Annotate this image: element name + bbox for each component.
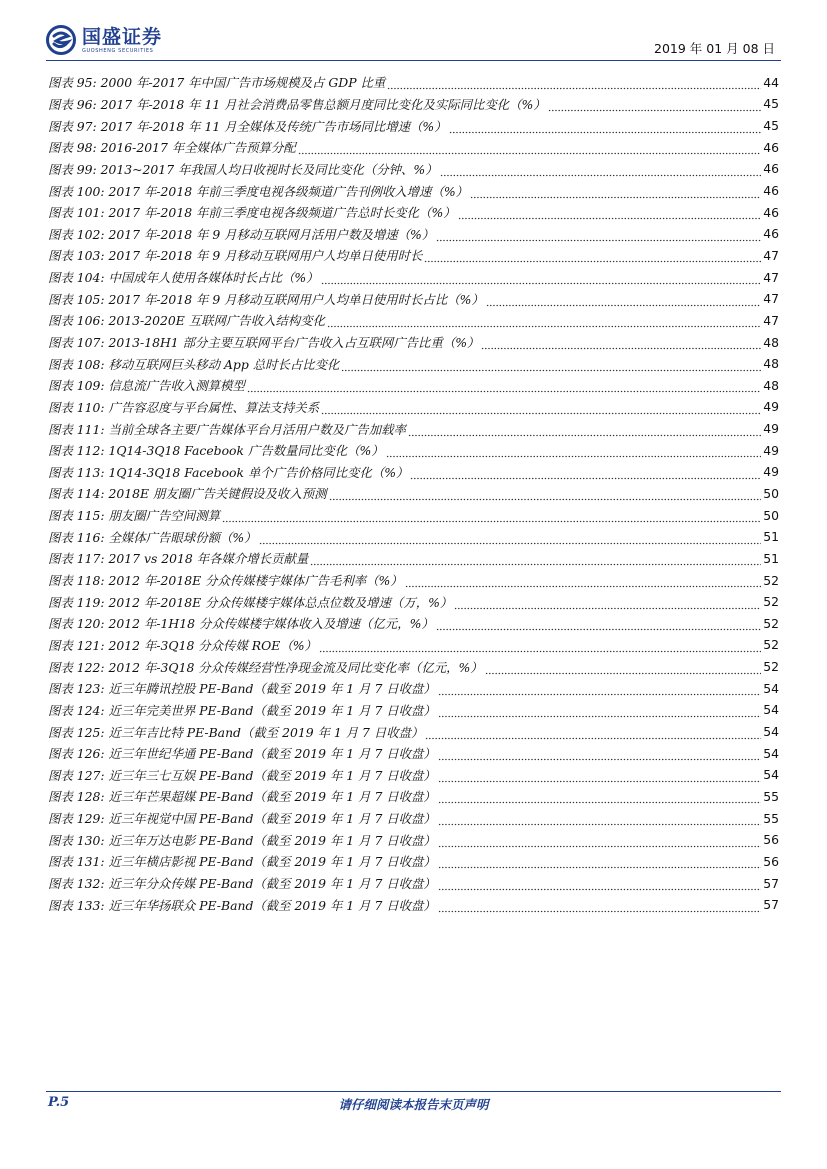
- toc-entry-caption: 移动互联网巨头移动 App 总时长占比变化: [108, 356, 340, 372]
- toc-leader-dots: [327, 318, 761, 328]
- toc-leader-dots: [321, 275, 762, 285]
- toc-entry[interactable]: [48, 418, 779, 440]
- toc-entry-title: [48, 809, 436, 827]
- toc-entry[interactable]: [48, 677, 779, 699]
- toc-leader-dots: [408, 427, 761, 437]
- toc-entry[interactable]: [48, 115, 779, 137]
- toc-leader-dots: [438, 773, 761, 783]
- toc-entry[interactable]: [48, 504, 779, 526]
- toc-entry-page: 54: [763, 724, 779, 740]
- toc-leader-dots: [436, 232, 761, 242]
- toc-entry-label: 图表 125:: [48, 724, 105, 740]
- logo-name: 国盛证券: [82, 25, 163, 48]
- toc-entry-label: 图表 101:: [48, 205, 105, 221]
- toc-entry-page: 52: [763, 659, 779, 675]
- toc-leader-dots: [438, 751, 761, 761]
- toc-entry-caption: 信息流广告收入测算模型: [108, 378, 245, 394]
- toc-entry-caption: 近三年横店影视 PE-Band（截至 2019 年 1 月 7 日收盘）: [108, 854, 436, 870]
- toc-leader-dots: [405, 578, 762, 588]
- toc-entry-page: 54: [763, 702, 779, 718]
- page-number: P.5: [48, 1095, 70, 1110]
- toc-entry-label: 图表 95:: [48, 75, 97, 91]
- toc-entry[interactable]: [48, 180, 779, 202]
- toc-entry-label: 图表 114:: [48, 486, 105, 502]
- toc-entry-caption: 2012 年-3Q18 分众传媒 ROE（%）: [108, 637, 317, 653]
- toc-leader-dots: [438, 859, 761, 869]
- toc-entry-caption: 2017 年-2018 年 9 月移动互联网用户人均单日使用时长占比（%）: [108, 291, 484, 307]
- toc-entry[interactable]: [48, 396, 779, 418]
- toc-entry-title: [48, 831, 436, 849]
- toc-entry-label: 图表 124:: [48, 702, 105, 718]
- toc-entry-label: 图表 131:: [48, 854, 105, 870]
- toc-entry-caption: 近三年分众传媒 PE-Band（截至 2019 年 1 月 7 日收盘）: [108, 876, 436, 892]
- toc-entry[interactable]: [48, 93, 779, 115]
- toc-entry-label: 图表 119:: [48, 594, 105, 610]
- toc-leader-dots: [341, 362, 761, 372]
- toc-leader-dots: [438, 708, 761, 718]
- toc-entry-label: 图表 104:: [48, 270, 105, 286]
- toc-entry-label: 图表 117:: [48, 551, 105, 567]
- toc-entry-label: 图表 116:: [48, 529, 105, 545]
- toc-entry-label: 图表 100:: [48, 183, 105, 199]
- toc-entry-title: [48, 73, 385, 91]
- toc-entry-title: [48, 203, 456, 221]
- toc-entry-caption: 2017 年-2018 年 11 月社会消费品零售总额月度同比变化及实际同比变化（%）: [100, 96, 546, 112]
- toc-entry[interactable]: [48, 764, 779, 786]
- toc-entry[interactable]: [48, 894, 779, 916]
- toc-entry-page: 55: [763, 810, 779, 826]
- toc-entry[interactable]: [48, 483, 779, 505]
- toc-entry-title: [48, 701, 436, 719]
- toc-entry[interactable]: [48, 439, 779, 461]
- toc-entry-label: 图表 130:: [48, 832, 105, 848]
- toc-entry-page: 45: [763, 118, 779, 134]
- toc-entry[interactable]: [48, 829, 779, 851]
- toc-entry-page: 46: [763, 204, 779, 220]
- toc-entry-title: [48, 376, 245, 394]
- toc-entry[interactable]: [48, 613, 779, 635]
- toc-entry-title: [48, 723, 423, 741]
- toc-entry-caption: 广告容忍度与平台属性、算法支持关系: [108, 399, 320, 415]
- toc-entry[interactable]: [48, 699, 779, 721]
- toc-leader-dots: [438, 686, 761, 696]
- toc-entry-title: [48, 744, 436, 762]
- toc-leader-dots: [449, 124, 762, 134]
- toc-entry-label: 图表 111:: [48, 421, 105, 437]
- toc-entry-caption: 中国成年人使用各媒体时长占比（%）: [108, 270, 319, 286]
- toc-entry-label: 图表 120:: [48, 616, 105, 632]
- toc-entry-label: 图表 118:: [48, 573, 105, 589]
- toc-entry-page: 54: [763, 745, 779, 761]
- toc-entry-title: [48, 614, 434, 632]
- toc-entry-title: [48, 679, 436, 697]
- toc-entry-page: 57: [763, 875, 779, 891]
- toc-leader-dots: [247, 383, 761, 393]
- toc-leader-dots: [481, 340, 761, 350]
- toc-entry-label: 图表 109:: [48, 378, 105, 394]
- toc-entry-caption: 2017 vs 2018 年各媒介增长贡献量: [108, 551, 309, 567]
- toc-entry-caption: 2012 年-2018E 分众传媒楼宇媒体广告毛利率（%）: [108, 573, 403, 589]
- toc-entry-caption: 2000 年-2017 年中国广告市场规模及占 GDP 比重: [100, 75, 386, 91]
- toc-entry-caption: 近三年芒果超媒 PE-Band（截至 2019 年 1 月 7 日收盘）: [108, 789, 436, 805]
- toc-entry-title: [48, 896, 436, 914]
- toc-entry-caption: 2016-2017 年全媒体广告预算分配: [100, 140, 296, 156]
- toc-entry-page: 46: [763, 161, 779, 177]
- toc-entry[interactable]: [48, 721, 779, 743]
- toc-entry[interactable]: [48, 266, 779, 288]
- footer-disclaimer: 请仔细阅读本报告末页声明: [338, 1097, 489, 1112]
- toc-leader-dots: [329, 491, 762, 501]
- toc-entry-title: [48, 506, 220, 524]
- toc-entry-label: 图表 97:: [48, 118, 97, 134]
- toc-entry[interactable]: [48, 331, 779, 353]
- toc-entry-label: 图表 121:: [48, 637, 105, 653]
- toc-entry-page: 52: [763, 637, 779, 653]
- toc-entry-page: 49: [763, 421, 779, 437]
- toc-entry[interactable]: [48, 526, 779, 548]
- toc-entry[interactable]: [48, 158, 779, 180]
- toc-entry[interactable]: [48, 136, 779, 158]
- toc-entry-label: 图表 126:: [48, 746, 105, 762]
- toc-entry-label: 图表 123:: [48, 681, 105, 697]
- toc-entry-title: [48, 268, 319, 286]
- toc-entry-page: 48: [763, 356, 779, 372]
- toc-entry[interactable]: [48, 634, 779, 656]
- logo-mark-icon: [46, 25, 76, 55]
- toc-entry[interactable]: [48, 245, 779, 267]
- footer-divider: [46, 1091, 781, 1092]
- toc-entry-caption: 2013~2017 年我国人均日收视时长及同比变化（分钟、%）: [100, 161, 438, 177]
- toc-entry-label: 图表 112:: [48, 443, 105, 459]
- toc-entry-label: 图表 102:: [48, 226, 105, 242]
- toc-entry[interactable]: [48, 201, 779, 223]
- toc-entry-title: [48, 549, 308, 567]
- toc-entry[interactable]: [48, 353, 779, 375]
- toc-entry-page: 52: [763, 572, 779, 588]
- toc-entry-caption: 1Q14-3Q18 Facebook 单个广告价格同比变化（%）: [108, 464, 409, 480]
- toc-entry-caption: 2013-2020E 互联网广告收入结构变化: [108, 313, 326, 329]
- toc-entry-title: [48, 658, 483, 676]
- toc-entry-label: 图表 127:: [48, 767, 105, 783]
- toc-entry-title: [48, 182, 468, 200]
- toc-entry-title: [48, 160, 438, 178]
- toc-leader-dots: [386, 448, 762, 458]
- toc-entry-page: 57: [763, 897, 779, 913]
- toc-entry-label: 图表 108:: [48, 356, 105, 372]
- toc-entry-label: 图表 113:: [48, 464, 105, 480]
- toc-entry-page: 54: [763, 680, 779, 696]
- toc-leader-dots: [319, 643, 761, 653]
- toc-entry-caption: 近三年世纪华通 PE-Band（截至 2019 年 1 月 7 日收盘）: [108, 746, 436, 762]
- toc-entry[interactable]: [48, 569, 779, 591]
- toc-entry-title: [48, 95, 546, 113]
- toc-leader-dots: [438, 794, 761, 804]
- toc-entry-title: [48, 225, 434, 243]
- toc-entry-label: 图表 106:: [48, 313, 105, 329]
- toc-entry-page: 52: [763, 594, 779, 610]
- toc-entry-page: 54: [763, 767, 779, 783]
- header-divider: [46, 60, 781, 61]
- toc-entry-title: [48, 528, 257, 546]
- toc-entry-caption: 2012 年-2018E 分众传媒楼宇媒体总点位数及增速（万，%）: [108, 594, 453, 610]
- toc-entry-title: [48, 593, 452, 611]
- toc-entry-page: 50: [763, 485, 779, 501]
- toc-entry-caption: 近三年腾讯控股 PE-Band（截至 2019 年 1 月 7 日收盘）: [108, 681, 436, 697]
- toc-entry-caption: 2017 年-2018 年前三季度电视各级频道广告总时长变化（%）: [108, 205, 456, 221]
- toc-leader-dots: [470, 189, 761, 199]
- toc-leader-dots: [440, 167, 762, 177]
- toc-entry-title: [48, 311, 325, 329]
- figure-index: [48, 72, 779, 916]
- toc-entry-page: 45: [763, 96, 779, 112]
- toc-entry-title: [48, 787, 436, 805]
- toc-entry-page: 47: [763, 269, 779, 285]
- toc-entry-label: 图表 103:: [48, 248, 105, 264]
- toc-leader-dots: [438, 838, 761, 848]
- toc-entry[interactable]: [48, 548, 779, 570]
- toc-entry-page: 56: [763, 853, 779, 869]
- toc-entry-title: [48, 138, 296, 156]
- toc-entry-page: 47: [763, 291, 779, 307]
- toc-leader-dots: [438, 903, 761, 913]
- toc-entry-caption: 近三年华扬联众 PE-Band（截至 2019 年 1 月 7 日收盘）: [108, 897, 436, 913]
- page-header: [0, 0, 827, 70]
- toc-entry[interactable]: [48, 288, 779, 310]
- toc-leader-dots: [387, 80, 761, 90]
- toc-entry-caption: 近三年吉比特 PE-Band（截至 2019 年 1 月 7 日收盘）: [108, 724, 424, 740]
- toc-entry-caption: 2017 年-2018 年 9 月移动互联网用户人均单日使用时长: [108, 248, 423, 264]
- toc-entry-title: [48, 246, 422, 264]
- toc-leader-dots: [310, 556, 761, 566]
- toc-entry-title: [48, 571, 403, 589]
- toc-entry-page: 47: [763, 247, 779, 263]
- toc-entry-title: [48, 290, 484, 308]
- toc-entry-label: 图表 105:: [48, 291, 105, 307]
- toc-leader-dots: [424, 253, 761, 263]
- toc-entry-label: 图表 110:: [48, 399, 105, 415]
- toc-entry[interactable]: [48, 374, 779, 396]
- toc-leader-dots: [259, 535, 762, 545]
- company-logo: [46, 22, 162, 58]
- toc-entry-page: 44: [763, 74, 779, 90]
- toc-entry-title: [48, 117, 447, 135]
- toc-entry[interactable]: [48, 223, 779, 245]
- toc-entry-title: [48, 874, 436, 892]
- toc-entry-caption: 2018E 朋友圈广告关键假设及收入预测: [108, 486, 327, 502]
- toc-entry-page: 49: [763, 399, 779, 415]
- toc-entry-page: 48: [763, 377, 779, 393]
- toc-leader-dots: [298, 145, 761, 155]
- toc-entry-label: 图表 129:: [48, 811, 105, 827]
- toc-entry-page: 47: [763, 312, 779, 328]
- toc-entry-caption: 1Q14-3Q18 Facebook 广告数量同比变化（%）: [108, 443, 384, 459]
- toc-entry-page: 51: [763, 550, 779, 566]
- toc-entry-caption: 全媒体广告眼球份额（%）: [108, 529, 257, 545]
- toc-entry-caption: 近三年三七互娱 PE-Band（截至 2019 年 1 月 7 日收盘）: [108, 767, 436, 783]
- toc-entry-page: 46: [763, 139, 779, 155]
- toc-entry-caption: 2012 年-3Q18 分众传媒经营性净现金流及同比变化率（亿元，%）: [108, 659, 483, 675]
- toc-entry[interactable]: [48, 656, 779, 678]
- toc-entry-title: [48, 333, 479, 351]
- toc-entry-caption: 2017 年-2018 年 11 月全媒体及传统广告市场同比增速（%）: [100, 118, 447, 134]
- toc-entry-caption: 2012 年-1H18 分众传媒楼宇媒体收入及增速（亿元，%）: [108, 616, 434, 632]
- toc-entry-label: 图表 122:: [48, 659, 105, 675]
- toc-entry-title: [48, 441, 384, 459]
- toc-entry[interactable]: [48, 310, 779, 332]
- toc-entry-page: 46: [763, 226, 779, 242]
- toc-leader-dots: [485, 665, 762, 675]
- toc-entry-caption: 2013-18H1 部分主要互联网平台广告收入占互联网广告比重（%）: [108, 335, 480, 350]
- toc-entry-title: [48, 420, 406, 438]
- toc-leader-dots: [454, 600, 761, 610]
- toc-entry[interactable]: [48, 851, 779, 873]
- toc-leader-dots: [438, 816, 761, 826]
- toc-entry-title: [48, 398, 319, 416]
- toc-entry-label: 图表 107:: [48, 335, 105, 350]
- toc-entry-label: 图表 99:: [48, 161, 97, 177]
- toc-entry[interactable]: [48, 742, 779, 764]
- toc-entry[interactable]: [48, 786, 779, 808]
- toc-entry[interactable]: [48, 872, 779, 894]
- toc-leader-dots: [321, 405, 761, 415]
- toc-entry-label: 图表 132:: [48, 876, 105, 892]
- toc-leader-dots: [410, 470, 761, 480]
- toc-entry-title: [48, 484, 327, 502]
- toc-entry-caption: 近三年万达电影 PE-Band（截至 2019 年 1 月 7 日收盘）: [108, 832, 436, 848]
- toc-leader-dots: [436, 621, 761, 631]
- toc-entry-page: 56: [763, 832, 779, 848]
- toc-entry[interactable]: [48, 807, 779, 829]
- toc-entry-caption: 近三年完美世界 PE-Band（截至 2019 年 1 月 7 日收盘）: [108, 702, 436, 718]
- toc-entry-title: [48, 463, 408, 481]
- logo-subtext: GUOSHENG SECURITIES: [82, 47, 154, 54]
- toc-entry-title: [48, 355, 339, 373]
- toc-entry-page: 55: [763, 788, 779, 804]
- toc-entry-label: 图表 96:: [48, 96, 97, 112]
- toc-entry-page: 51: [763, 529, 779, 545]
- toc-leader-dots: [548, 102, 761, 112]
- toc-leader-dots: [222, 513, 761, 523]
- toc-entry-caption: 2017 年-2018 年前三季度电视各级频道广告刊例收入增速（%）: [108, 183, 468, 199]
- toc-entry-label: 图表 98:: [48, 140, 97, 156]
- toc-entry-caption: 2017 年-2018 年 9 月移动互联网月活用户数及增速（%）: [108, 226, 435, 242]
- toc-entry-page: 50: [763, 507, 779, 523]
- toc-entry-page: 52: [763, 615, 779, 631]
- toc-entry[interactable]: [48, 72, 779, 94]
- toc-leader-dots: [458, 210, 762, 220]
- toc-entry-title: [48, 766, 436, 784]
- toc-entry-label: 图表 115:: [48, 508, 105, 524]
- toc-entry-page: 46: [763, 183, 779, 199]
- toc-leader-dots: [486, 297, 761, 307]
- toc-entry-title: [48, 852, 436, 870]
- toc-entry-page: 49: [763, 464, 779, 480]
- toc-leader-dots: [425, 730, 761, 740]
- toc-entry[interactable]: [48, 591, 779, 613]
- toc-entry[interactable]: [48, 461, 779, 483]
- toc-entry-title: [48, 636, 317, 654]
- toc-entry-caption: 朋友圈广告空间测算: [108, 508, 221, 524]
- toc-leader-dots: [438, 881, 761, 891]
- toc-entry-label: 图表 128:: [48, 789, 105, 805]
- toc-entry-label: 图表 133:: [48, 897, 105, 913]
- toc-entry-page: 49: [763, 442, 779, 458]
- toc-entry-caption: 当前全球各主要广告媒体平台月活用户数及广告加载率: [108, 421, 406, 437]
- toc-entry-caption: 近三年视觉中国 PE-Band（截至 2019 年 1 月 7 日收盘）: [108, 811, 436, 827]
- toc-entry-page: 48: [763, 334, 779, 350]
- report-date: 2019 年 01 月 08 日: [654, 41, 775, 56]
